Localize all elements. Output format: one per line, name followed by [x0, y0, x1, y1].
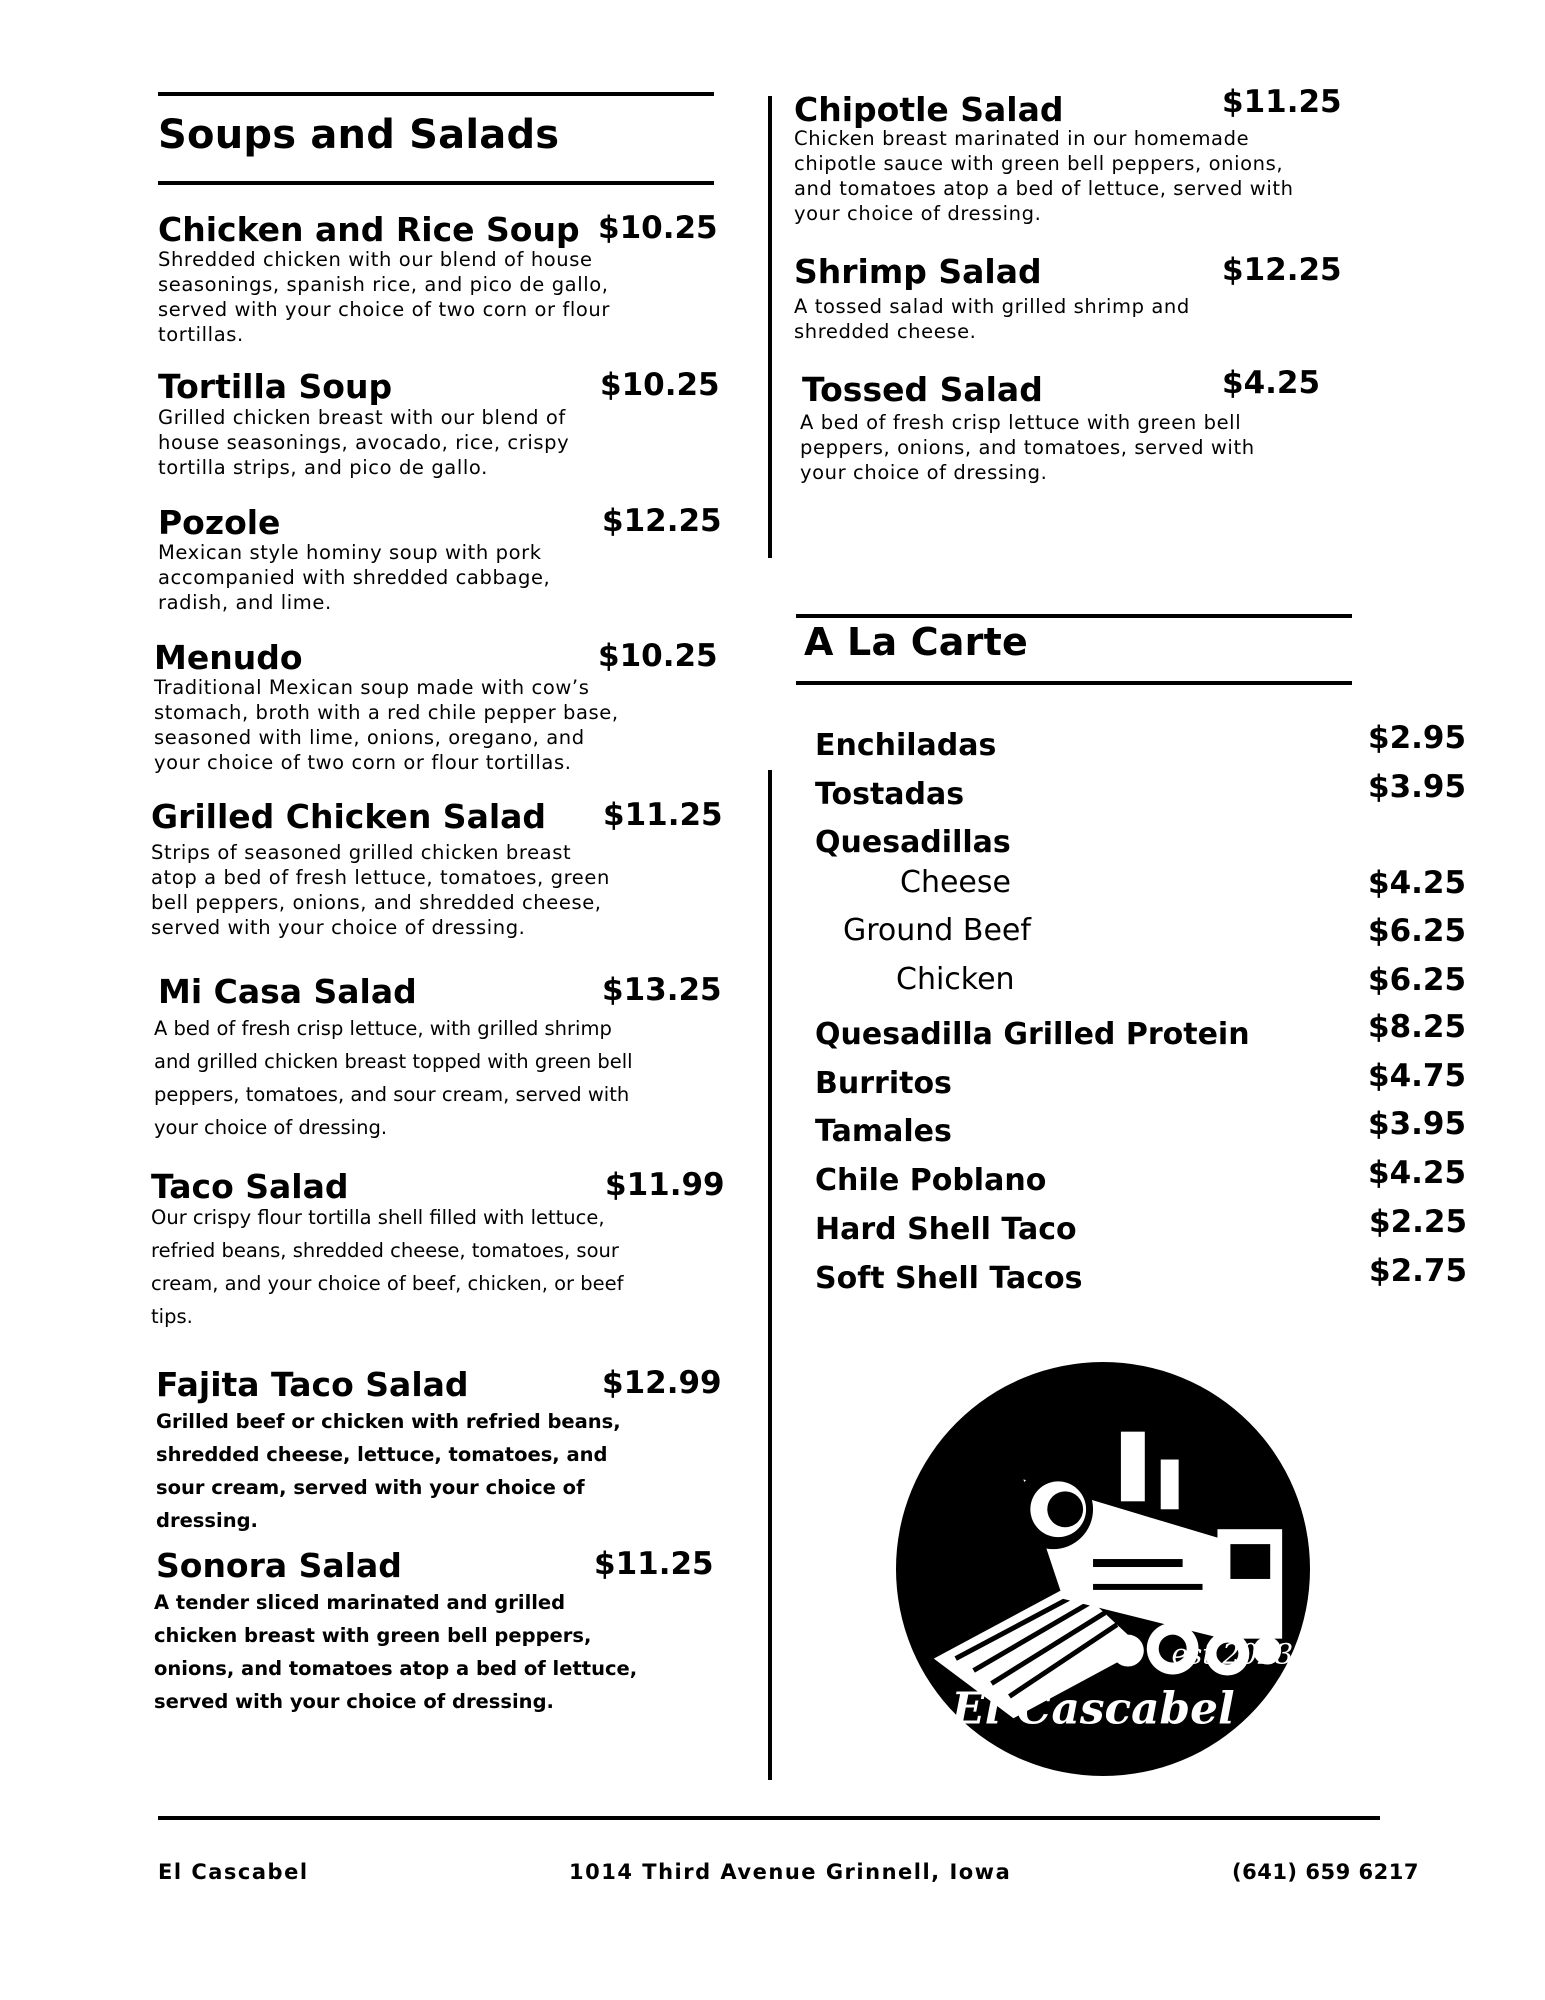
alc-row-cheese [815, 865, 1467, 909]
item-name: Sonora Salad [156, 1546, 402, 1585]
alc-item-price: $8.25 [1368, 1009, 1467, 1045]
alc-item-price: $3.95 [1368, 769, 1467, 805]
item-description: A tossed salad with grilled shrimp and shredded cheese. [794, 295, 1190, 343]
item-description: Chicken breast marinated in our homemade chipotle sauce with green bell peppers, onions, and tomatoes atop a bed of lettuce, served with your choice of dressing. [794, 127, 1294, 225]
alc-row-quesadillas [815, 825, 1455, 869]
footer-address: 1014 Third Avenue Grinnell, Iowa [569, 1860, 1012, 1884]
item-price: $11.25 [603, 797, 723, 833]
item-name: Fajita Taco Salad [156, 1365, 469, 1404]
a-la-carte-title: A La Carte [804, 620, 1028, 664]
item-name: Mi Casa Salad [158, 972, 417, 1011]
alc-item-name: Quesadillas [815, 825, 1011, 860]
item-description: Strips of seasoned grilled chicken breast atop a bed of fresh lettuce, tomatoes, green bell peppers, onions, and shredded cheese, served with your choice of dressing. [151, 841, 610, 939]
title-underline-left [158, 181, 714, 185]
menu-item-fajita-taco-salad [156, 1365, 722, 1532]
item-description: Grilled beef or chicken with refried beans, shredded cheese, lettuce, tomatoes, and sour cream, served with your choice of dressing. [156, 1410, 621, 1532]
item-price: $11.99 [605, 1167, 725, 1203]
item-name: Tortilla Soup [158, 367, 393, 406]
alc-item-name: Ground Beef [843, 913, 1031, 948]
item-description: Traditional Mexican soup made with cow’s stomach, broth with a red chile pepper base, seasoned with lime, onions, oregano, and your choice of two corn or flour tortillas. [154, 676, 619, 774]
item-price: $11.25 [594, 1546, 714, 1582]
alc-row-chicken [815, 962, 1467, 1006]
alc-item-name: Quesadilla Grilled Protein [815, 1017, 1250, 1052]
alc-row-ground-beef [815, 913, 1467, 957]
column-divider-bottom [768, 770, 772, 1780]
alc-row-chile-poblano [815, 1155, 1467, 1207]
alc-item-price: $6.25 [1368, 913, 1467, 949]
top-rule-left [158, 92, 714, 96]
item-description: Grilled chicken breast with our blend of house seasonings, avocado, rice, crispy tortilla strips, and pico de gallo. [158, 406, 570, 479]
alc-item-price: $4.75 [1368, 1058, 1467, 1094]
footer-restaurant-name: El Cascabel [158, 1860, 309, 1884]
alc-item-price: $2.25 [1369, 1204, 1468, 1240]
item-price: $10.25 [598, 638, 718, 674]
item-description: A bed of fresh crisp lettuce with green bell peppers, onions, and tomatoes, served with your choice of dressing. [800, 411, 1255, 484]
item-description: A tender sliced marinated and grilled chicken breast with green bell peppers, onions, and tomatoes atop a bed of lettuce, served with your choice of dressing. [154, 1591, 638, 1713]
logo-est: est.2023 [1171, 1637, 1294, 1671]
alc-item-name: Chile Poblano [815, 1163, 1047, 1198]
soups-salads-title: Soups and Salads [158, 112, 560, 158]
alc-top-rule [796, 614, 1352, 618]
menu-item-tortilla-soup [158, 367, 718, 487]
alc-row-tostadas [815, 769, 1467, 821]
menu-item-taco-salad [151, 1167, 725, 1337]
item-name: Shrimp Salad [794, 252, 1042, 291]
alc-item-name: Tostadas [815, 777, 965, 812]
menu-item-mi-casa-salad [154, 972, 722, 1142]
item-price: $13.25 [602, 972, 722, 1008]
item-price: $12.99 [602, 1365, 722, 1401]
item-description: Shredded chicken with our blend of house seasonings, spanish rice, and pico de gallo, served with your choice of two corn or flour tortillas. [158, 248, 610, 346]
menu-item-chicken-rice-soup [158, 210, 718, 350]
footer-phone: (641) 659 6217 [1232, 1860, 1419, 1884]
menu-item-menudo [154, 638, 718, 778]
alc-row-hard-shell-taco [815, 1204, 1468, 1256]
item-description: Our crispy flour tortilla shell filled with lettuce, refried beans, shredded cheese, tomatoes, sour cream, and your choice of beef, chicken, or beef tips. [151, 1206, 624, 1328]
alc-item-price: $2.95 [1368, 720, 1467, 756]
alc-item-name: Cheese [900, 865, 1011, 900]
alc-row-burritos [815, 1058, 1467, 1110]
item-price: $4.25 [1222, 365, 1321, 401]
el-cascabel-logo [894, 1360, 1312, 1778]
menu-item-chipotle-salad [794, 84, 1354, 230]
item-description: Mexican style hominy soup with pork accompanied with shredded cabbage, radish, and lime. [158, 541, 551, 614]
logo-name: El Cascabel [951, 1683, 1235, 1735]
column-divider-top [768, 96, 772, 558]
menu-item-sonora-salad [156, 1546, 716, 1716]
alc-item-price: $4.25 [1368, 1155, 1467, 1191]
item-price: $11.25 [1222, 84, 1342, 120]
alc-title-underline [796, 681, 1352, 685]
item-name: Pozole [158, 503, 281, 542]
item-name: Grilled Chicken Salad [151, 797, 547, 836]
item-description: A bed of fresh crisp lettuce, with grilled shrimp and grilled chicken breast topped with green bell peppers, tomatoes, and sour cream, served with your choice of dressing. [154, 1017, 633, 1139]
alc-row-soft-shell-tacos [815, 1253, 1468, 1305]
item-price: $12.25 [602, 503, 722, 539]
item-name: Taco Salad [151, 1167, 349, 1206]
menu-item-grilled-chicken-salad [151, 797, 723, 939]
alc-item-price: $3.95 [1368, 1106, 1467, 1142]
alc-item-name: Enchiladas [815, 728, 997, 763]
item-price: $10.25 [600, 367, 720, 403]
alc-item-name: Burritos [815, 1066, 952, 1101]
menu-item-pozole [158, 503, 722, 623]
alc-row-enchiladas [815, 720, 1467, 772]
alc-row-tamales [815, 1106, 1467, 1158]
footer-rule [158, 1816, 1380, 1820]
item-name: Menudo [154, 638, 303, 677]
alc-item-name: Chicken [896, 962, 1015, 997]
item-price: $10.25 [598, 210, 718, 246]
item-price: $12.25 [1222, 252, 1342, 288]
alc-item-name: Soft Shell Tacos [815, 1261, 1083, 1296]
alc-item-name: Tamales [815, 1114, 952, 1149]
alc-item-price: $2.75 [1369, 1253, 1468, 1289]
item-name: Chicken and Rice Soup [158, 210, 580, 249]
alc-item-name: Hard Shell Taco [815, 1212, 1077, 1247]
alc-item-price: $4.25 [1368, 865, 1467, 901]
alc-row-quesadilla-grilled-protein [815, 1009, 1467, 1061]
item-name: Chipotle Salad [794, 90, 1064, 129]
menu-item-shrimp-salad [794, 252, 1354, 352]
alc-item-price: $6.25 [1368, 962, 1467, 998]
item-name: Tossed Salad [802, 370, 1043, 409]
menu-item-tossed-salad [800, 365, 1362, 490]
